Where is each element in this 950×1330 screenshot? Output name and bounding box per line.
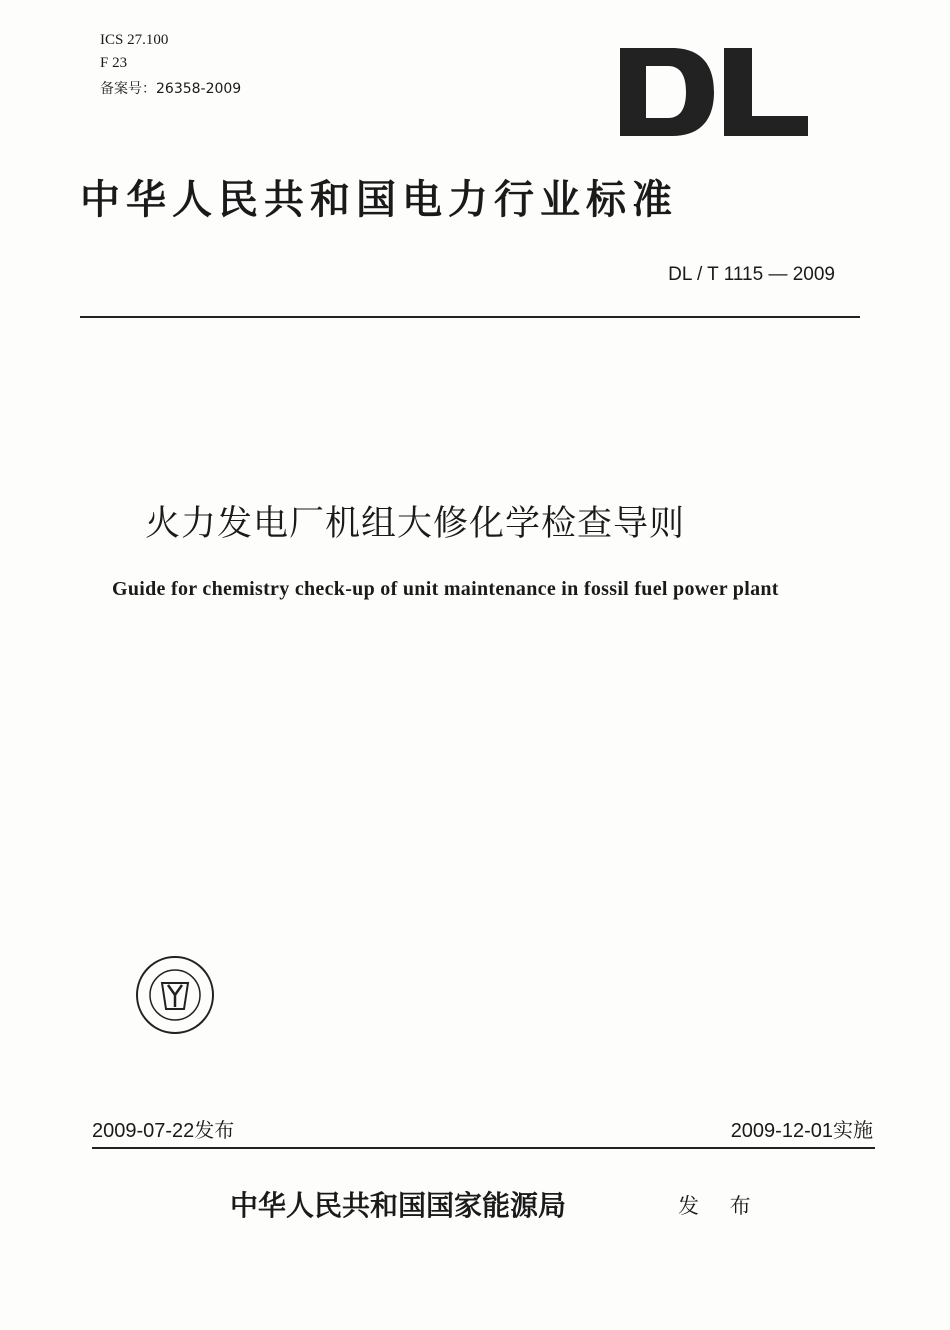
header-divider xyxy=(80,316,860,318)
standard-code: DL / T 1115 — 2009 xyxy=(668,264,835,285)
ccs-code: F 23 xyxy=(100,55,128,71)
issue-date: 2009-07-22发布 xyxy=(92,1120,235,1142)
title-english: Guide for chemistry check-up of unit maintenance in fossil fuel power plant xyxy=(112,578,779,600)
publisher-seal xyxy=(135,955,215,1035)
footer-divider xyxy=(92,1147,875,1149)
record-number: 备案号：26358-2009 xyxy=(100,81,242,97)
effective-date: 2009-12-01实施 xyxy=(730,1120,873,1142)
title-chinese: 火力发电厂机组大修化学检查导则 xyxy=(145,504,686,544)
national-standard-title: 中华人民共和国电力行业标准 xyxy=(80,176,678,223)
publisher-name: 中华人民共和国国家能源局 xyxy=(230,1189,567,1222)
dl-logo xyxy=(620,48,808,136)
ics-code: ICS 27.100 xyxy=(100,32,169,48)
publish-label: 发 布 xyxy=(678,1194,763,1218)
